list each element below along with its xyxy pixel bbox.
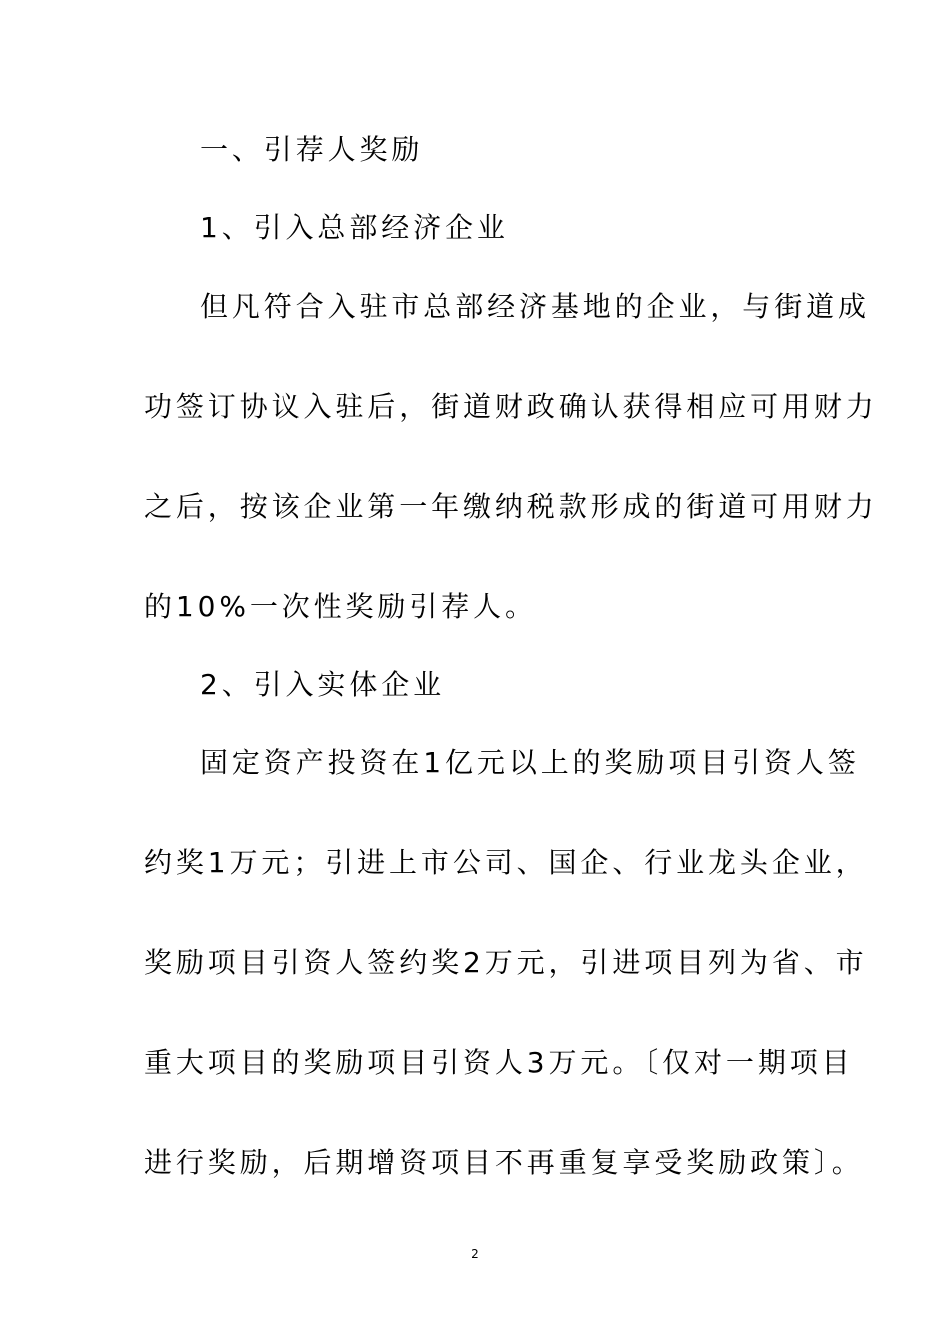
paragraph-2-line-4: 重大项目的奖励项目引资人3万元。〔仅对一期项目 — [144, 1046, 854, 1079]
page-number: 2 — [471, 1247, 479, 1261]
paragraph-1-line-3: 之后，按该企业第一年缴纳税款形成的街道可用财力 — [144, 490, 878, 523]
paragraph-2-line-3: 奖励项目引资人签约奖2万元，引进项目列为省、市 — [144, 946, 868, 979]
paragraph-1-line-2: 功签订协议入驻后，街道财政确认获得相应可用财力 — [144, 390, 878, 423]
subsection-heading-2: 2、引入实体企业 — [200, 668, 446, 701]
paragraph-1-line-4: 的10%一次性奖励引荐人。 — [144, 590, 537, 623]
paragraph-2-line-2: 约奖1万元；引进上市公司、国企、行业龙头企业， — [144, 846, 868, 879]
section-heading: 一、引荐人奖励 — [200, 133, 424, 166]
paragraph-1-line-1: 但凡符合入驻市总部经济基地的企业，与街道成 — [200, 290, 870, 323]
paragraph-2-line-5: 进行奖励，后期增资项目不再重复享受奖励政策〕。 — [144, 1146, 864, 1179]
subsection-heading-1: 1、引入总部经济企业 — [200, 211, 509, 244]
paragraph-2-line-1: 固定资产投资在1亿元以上的奖励项目引资人签 — [200, 746, 860, 779]
